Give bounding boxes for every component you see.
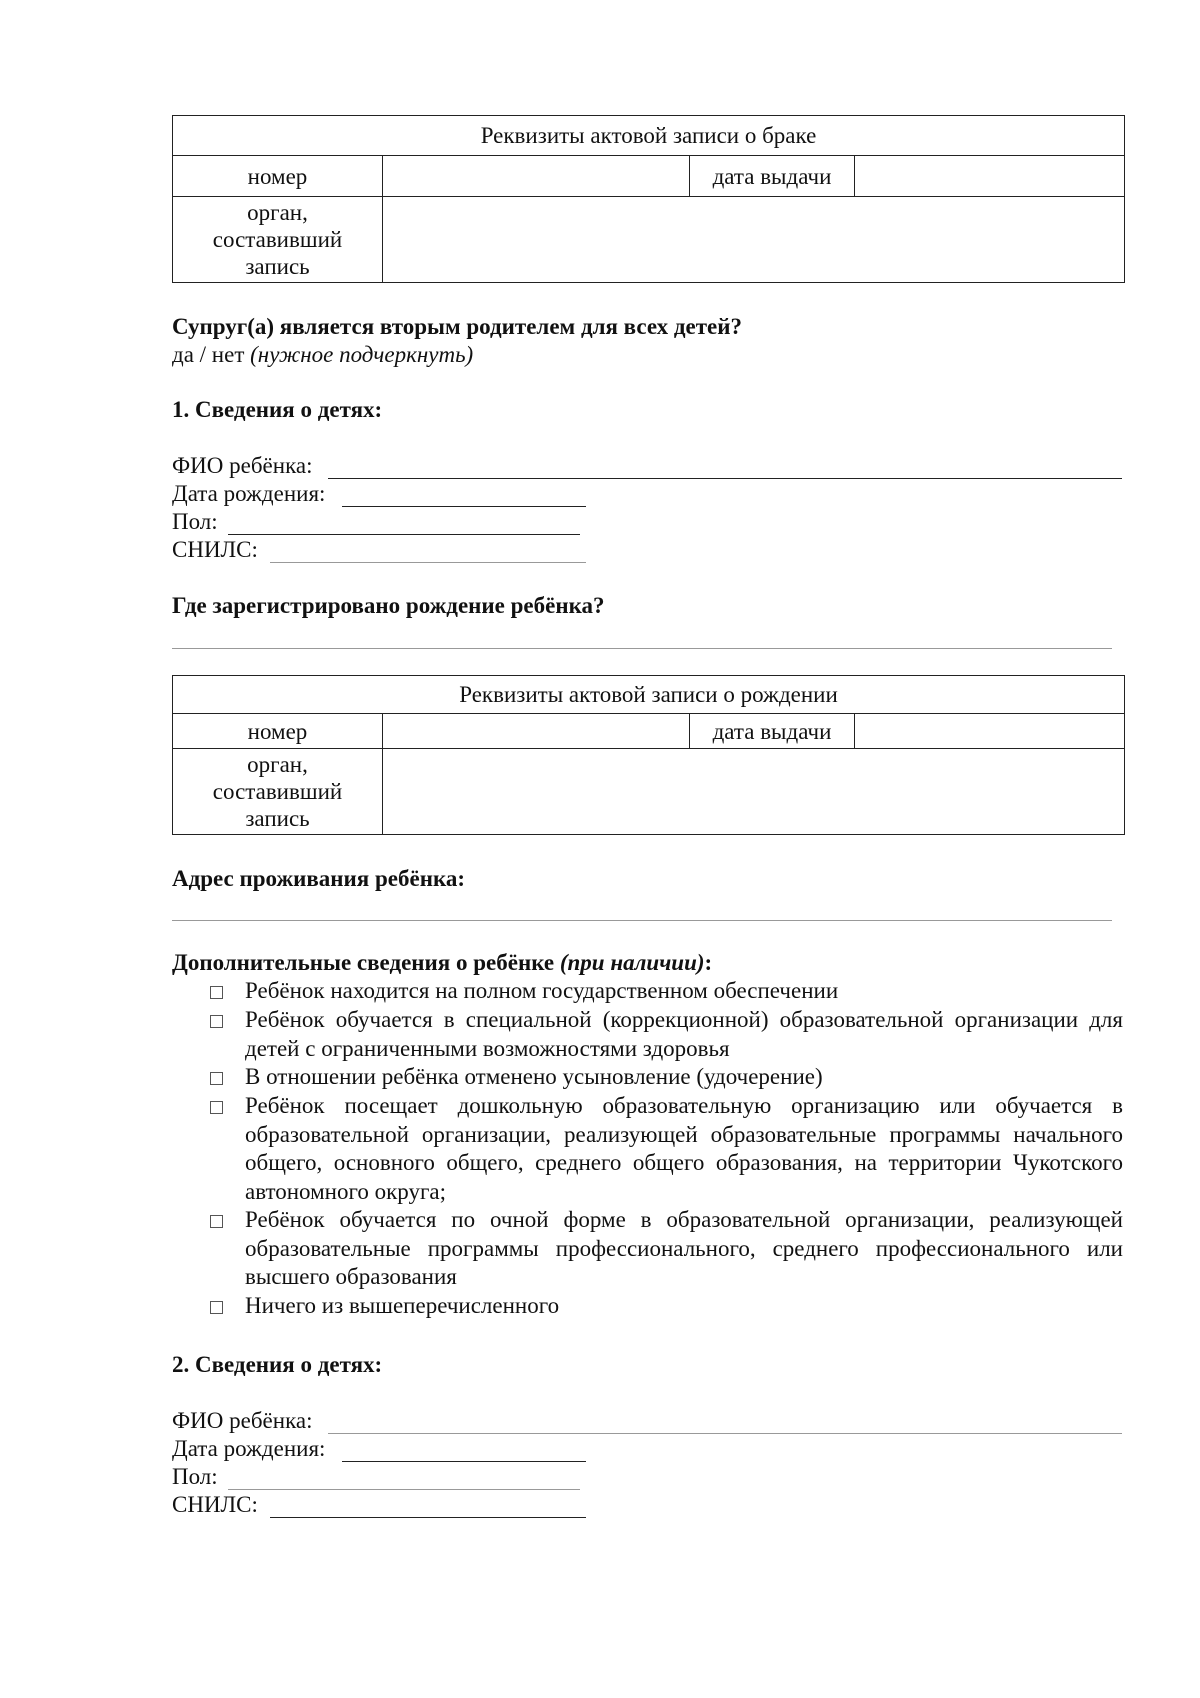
child1-snils-label: СНИЛС: bbox=[172, 537, 258, 562]
additional-heading-hint: (при наличии) bbox=[559, 950, 705, 975]
additional-item-1: Ребёнок обучается в специальной (коррекционной) образовательной организации для детей с ограниченными возможностями здоровья bbox=[245, 1007, 1123, 1061]
birth-date-label: дата выдачи bbox=[690, 714, 855, 749]
authority-label-line: орган, bbox=[247, 200, 308, 225]
checkbox-icon[interactable] bbox=[210, 1301, 223, 1314]
child1-fio-field[interactable] bbox=[328, 478, 1122, 479]
address-field[interactable] bbox=[172, 920, 1112, 921]
additional-heading-text: Дополнительные сведения о ребёнке bbox=[172, 950, 555, 975]
child1-sex-label: Пол: bbox=[172, 509, 218, 534]
birth-number-field[interactable] bbox=[383, 714, 690, 749]
checkbox-icon[interactable] bbox=[210, 1215, 223, 1228]
spouse-answer-options[interactable]: да / нет bbox=[172, 342, 245, 367]
birth-place-question: Где зарегистрировано рождение ребёнка? bbox=[172, 593, 605, 618]
additional-heading-colon: : bbox=[704, 950, 713, 975]
birth-authority-field[interactable] bbox=[383, 749, 1125, 835]
child2-fio-field[interactable] bbox=[328, 1433, 1122, 1434]
child2-dob-label: Дата рождения: bbox=[172, 1436, 326, 1461]
marriage-authority-label bbox=[173, 197, 383, 283]
marriage-date-label: дата выдачи bbox=[690, 156, 855, 197]
child2-sex-field[interactable] bbox=[228, 1489, 580, 1490]
authority-label-line: составивший bbox=[212, 227, 343, 252]
child2-heading: 2. Сведения о детях: bbox=[172, 1352, 383, 1377]
checkbox-icon[interactable] bbox=[210, 1072, 223, 1085]
birth-number-label: номер bbox=[173, 714, 383, 749]
additional-item-3: Ребёнок посещает дошкольную образовательную организацию или обучается в образовательной организации, реализующей образовательные программы начального общего, основного общего, среднего общего образования, на территории Чукотского автономного округа; bbox=[245, 1093, 1123, 1204]
child1-snils-field[interactable] bbox=[270, 562, 586, 563]
authority-label-line: составивший bbox=[212, 779, 343, 804]
additional-item-2: В отношении ребёнка отменено усыновление (удочерение) bbox=[245, 1064, 823, 1089]
additional-item-0: Ребёнок находится на полном государственном обеспечении bbox=[245, 978, 839, 1003]
additional-item-5: Ничего из вышеперечисленного bbox=[245, 1293, 560, 1318]
additional-item-4: Ребёнок обучается по очной форме в образовательной организации, реализующей образовательные программы профессионального, среднего профессионального или высшего образования bbox=[245, 1207, 1123, 1289]
birth-authority-label bbox=[173, 749, 383, 835]
child1-sex-field[interactable] bbox=[228, 534, 580, 535]
child2-dob-field[interactable] bbox=[342, 1461, 586, 1462]
marriage-date-field[interactable] bbox=[855, 156, 1125, 197]
birth-record-table bbox=[172, 675, 1125, 835]
authority-label-line: запись bbox=[245, 254, 310, 279]
authority-label-line: запись bbox=[245, 806, 310, 831]
marriage-record-table bbox=[172, 115, 1125, 283]
additional-heading bbox=[172, 949, 712, 977]
marriage-number-field[interactable] bbox=[383, 156, 690, 197]
spouse-question-title: Супруг(а) является вторым родителем для всех детей? bbox=[172, 314, 742, 339]
checkbox-icon[interactable] bbox=[210, 1101, 223, 1114]
address-label: Адрес проживания ребёнка: bbox=[172, 866, 466, 891]
birth-date-field[interactable] bbox=[855, 714, 1125, 749]
checkbox-icon[interactable] bbox=[210, 986, 223, 999]
marriage-number-label: номер bbox=[173, 156, 383, 197]
child1-heading: 1. Сведения о детях: bbox=[172, 397, 383, 422]
child1-dob-label: Дата рождения: bbox=[172, 481, 326, 506]
spouse-answer-hint: (нужное подчеркнуть) bbox=[250, 342, 474, 367]
birth-place-field[interactable] bbox=[172, 648, 1112, 649]
marriage-table-title: Реквизиты актовой записи о браке bbox=[173, 116, 1125, 156]
child2-snils-field[interactable] bbox=[270, 1517, 586, 1518]
checkbox-icon[interactable] bbox=[210, 1015, 223, 1028]
spouse-answer[interactable] bbox=[172, 341, 473, 369]
child2-fio-label: ФИО ребёнка: bbox=[172, 1408, 313, 1433]
birth-table-title: Реквизиты актовой записи о рождении bbox=[173, 676, 1125, 714]
marriage-authority-field[interactable] bbox=[383, 197, 1125, 283]
authority-label-line: орган, bbox=[247, 752, 308, 777]
child2-sex-label: Пол: bbox=[172, 1464, 218, 1489]
child1-fio-label: ФИО ребёнка: bbox=[172, 453, 313, 478]
child1-dob-field[interactable] bbox=[342, 506, 586, 507]
child2-snils-label: СНИЛС: bbox=[172, 1492, 258, 1517]
